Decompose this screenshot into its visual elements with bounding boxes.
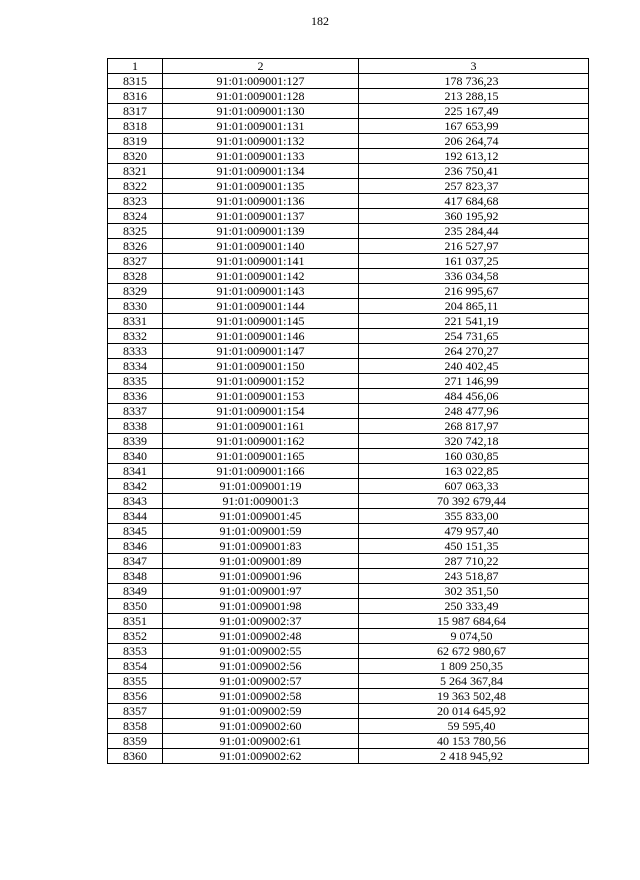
page-number: 182 xyxy=(311,14,329,28)
table-row xyxy=(108,524,589,539)
value-cell: 2 418 945,92 xyxy=(359,749,589,764)
cadastral-number-cell: 91:01:009002:62 xyxy=(163,749,359,764)
cadastral-number-cell: 91:01:009002:59 xyxy=(163,704,359,719)
table-row xyxy=(108,314,589,329)
value-cell: 336 034,58 xyxy=(359,269,589,284)
value-cell: 19 363 502,48 xyxy=(359,689,589,704)
value-cell: 250 333,49 xyxy=(359,599,589,614)
header-row xyxy=(108,59,589,74)
row-number-cell: 8347 xyxy=(108,554,163,569)
cadastral-number-cell: 91:01:009001:161 xyxy=(163,419,359,434)
value-cell: 15 987 684,64 xyxy=(359,614,589,629)
value-cell: 192 613,12 xyxy=(359,149,589,164)
value-cell: 268 817,97 xyxy=(359,419,589,434)
row-number-cell: 8342 xyxy=(108,479,163,494)
value-cell: 607 063,33 xyxy=(359,479,589,494)
value-cell: 163 022,85 xyxy=(359,464,589,479)
cadastral-number-cell: 91:01:009001:128 xyxy=(163,89,359,104)
table-row xyxy=(108,539,589,554)
column-header: 1 xyxy=(108,59,163,74)
value-cell: 248 477,96 xyxy=(359,404,589,419)
table-row xyxy=(108,614,589,629)
cadastral-number-cell: 91:01:009002:37 xyxy=(163,614,359,629)
row-number-cell: 8354 xyxy=(108,659,163,674)
cadastral-number-cell: 91:01:009001:83 xyxy=(163,539,359,554)
row-number-cell: 8327 xyxy=(108,254,163,269)
cadastral-number-cell: 91:01:009001:166 xyxy=(163,464,359,479)
row-number-cell: 8358 xyxy=(108,719,163,734)
cadastral-number-cell: 91:01:009001:45 xyxy=(163,509,359,524)
row-number-cell: 8315 xyxy=(108,74,163,89)
cadastral-number-cell: 91:01:009001:142 xyxy=(163,269,359,284)
table-row xyxy=(108,74,589,89)
cadastral-number-cell: 91:01:009001:139 xyxy=(163,224,359,239)
table-row xyxy=(108,164,589,179)
value-cell: 417 684,68 xyxy=(359,194,589,209)
cadastral-number-cell: 91:01:009002:57 xyxy=(163,674,359,689)
value-cell: 287 710,22 xyxy=(359,554,589,569)
row-number-cell: 8352 xyxy=(108,629,163,644)
cadastral-number-cell: 91:01:009001:165 xyxy=(163,449,359,464)
table-row xyxy=(108,194,589,209)
value-cell: 254 731,65 xyxy=(359,329,589,344)
table-row xyxy=(108,149,589,164)
row-number-cell: 8320 xyxy=(108,149,163,164)
table-row xyxy=(108,344,589,359)
cadastral-number-cell: 91:01:009001:144 xyxy=(163,299,359,314)
value-cell: 257 823,37 xyxy=(359,179,589,194)
value-cell: 484 456,06 xyxy=(359,389,589,404)
value-cell: 206 264,74 xyxy=(359,134,589,149)
value-cell: 213 288,15 xyxy=(359,89,589,104)
row-number-cell: 8341 xyxy=(108,464,163,479)
table-row xyxy=(108,599,589,614)
value-cell: 240 402,45 xyxy=(359,359,589,374)
cadastral-number-cell: 91:01:009001:127 xyxy=(163,74,359,89)
value-cell: 160 030,85 xyxy=(359,449,589,464)
row-number-cell: 8331 xyxy=(108,314,163,329)
row-number-cell: 8356 xyxy=(108,689,163,704)
row-number-cell: 8344 xyxy=(108,509,163,524)
row-number-cell: 8334 xyxy=(108,359,163,374)
cadastral-number-cell: 91:01:009001:134 xyxy=(163,164,359,179)
table-row xyxy=(108,299,589,314)
cadastral-number-cell: 91:01:009001:137 xyxy=(163,209,359,224)
row-number-cell: 8350 xyxy=(108,599,163,614)
table-row xyxy=(108,224,589,239)
value-cell: 360 195,92 xyxy=(359,209,589,224)
table-row xyxy=(108,434,589,449)
row-number-cell: 8319 xyxy=(108,134,163,149)
row-number-cell: 8353 xyxy=(108,644,163,659)
cadastral-number-cell: 91:01:009002:56 xyxy=(163,659,359,674)
row-number-cell: 8346 xyxy=(108,539,163,554)
value-cell: 264 270,27 xyxy=(359,344,589,359)
value-cell: 450 151,35 xyxy=(359,539,589,554)
table-body xyxy=(108,74,589,764)
value-cell: 216 527,97 xyxy=(359,239,589,254)
value-cell: 9 074,50 xyxy=(359,629,589,644)
table-row xyxy=(108,374,589,389)
table-row xyxy=(108,449,589,464)
row-number-cell: 8321 xyxy=(108,164,163,179)
row-number-cell: 8335 xyxy=(108,374,163,389)
table-row xyxy=(108,359,589,374)
cadastral-number-cell: 91:01:009001:136 xyxy=(163,194,359,209)
cadastral-number-cell: 91:01:009002:58 xyxy=(163,689,359,704)
value-cell: 62 672 980,67 xyxy=(359,644,589,659)
table-row xyxy=(108,89,589,104)
column-header: 3 xyxy=(359,59,589,74)
row-number-cell: 8338 xyxy=(108,419,163,434)
value-cell: 236 750,41 xyxy=(359,164,589,179)
cadastral-number-cell: 91:01:009001:153 xyxy=(163,389,359,404)
row-number-cell: 8326 xyxy=(108,239,163,254)
table-row xyxy=(108,644,589,659)
table-row xyxy=(108,329,589,344)
cadastral-number-cell: 91:01:009001:3 xyxy=(163,494,359,509)
table-row xyxy=(108,629,589,644)
row-number-cell: 8355 xyxy=(108,674,163,689)
table-row xyxy=(108,134,589,149)
cadastral-number-cell: 91:01:009001:135 xyxy=(163,179,359,194)
cadastral-number-cell: 91:01:009002:60 xyxy=(163,719,359,734)
table-row xyxy=(108,239,589,254)
cadastral-number-cell: 91:01:009001:59 xyxy=(163,524,359,539)
cadastral-number-cell: 91:01:009001:146 xyxy=(163,329,359,344)
cadastral-number-cell: 91:01:009001:97 xyxy=(163,584,359,599)
row-number-cell: 8333 xyxy=(108,344,163,359)
value-cell: 216 995,67 xyxy=(359,284,589,299)
cadastral-number-cell: 91:01:009002:55 xyxy=(163,644,359,659)
row-number-cell: 8343 xyxy=(108,494,163,509)
row-number-cell: 8360 xyxy=(108,749,163,764)
cadastral-number-cell: 91:01:009001:162 xyxy=(163,434,359,449)
cadastral-number-cell: 91:01:009001:154 xyxy=(163,404,359,419)
table-row xyxy=(108,404,589,419)
value-cell: 70 392 679,44 xyxy=(359,494,589,509)
value-cell: 479 957,40 xyxy=(359,524,589,539)
row-number-cell: 8359 xyxy=(108,734,163,749)
cadastral-number-cell: 91:01:009002:48 xyxy=(163,629,359,644)
cadastral-number-cell: 91:01:009001:96 xyxy=(163,569,359,584)
cadastral-number-cell: 91:01:009002:61 xyxy=(163,734,359,749)
value-cell: 235 284,44 xyxy=(359,224,589,239)
value-cell: 271 146,99 xyxy=(359,374,589,389)
row-number-cell: 8328 xyxy=(108,269,163,284)
cadastral-number-cell: 91:01:009001:130 xyxy=(163,104,359,119)
table-row xyxy=(108,119,589,134)
table-row xyxy=(108,494,589,509)
cadastral-number-cell: 91:01:009001:147 xyxy=(163,344,359,359)
row-number-cell: 8325 xyxy=(108,224,163,239)
row-number-cell: 8332 xyxy=(108,329,163,344)
value-cell: 320 742,18 xyxy=(359,434,589,449)
table-row xyxy=(108,749,589,764)
row-number-cell: 8329 xyxy=(108,284,163,299)
table-row xyxy=(108,704,589,719)
value-cell: 302 351,50 xyxy=(359,584,589,599)
row-number-cell: 8349 xyxy=(108,584,163,599)
table-row xyxy=(108,464,589,479)
data-table xyxy=(107,58,589,764)
row-number-cell: 8323 xyxy=(108,194,163,209)
table-row xyxy=(108,509,589,524)
row-number-cell: 8324 xyxy=(108,209,163,224)
column-header: 2 xyxy=(163,59,359,74)
value-cell: 1 809 250,35 xyxy=(359,659,589,674)
row-number-cell: 8318 xyxy=(108,119,163,134)
row-number-cell: 8317 xyxy=(108,104,163,119)
table-row xyxy=(108,479,589,494)
cadastral-number-cell: 91:01:009001:150 xyxy=(163,359,359,374)
value-cell: 5 264 367,84 xyxy=(359,674,589,689)
table-row xyxy=(108,104,589,119)
table-row xyxy=(108,284,589,299)
value-cell: 355 833,00 xyxy=(359,509,589,524)
cadastral-number-cell: 91:01:009001:98 xyxy=(163,599,359,614)
cadastral-number-cell: 91:01:009001:19 xyxy=(163,479,359,494)
row-number-cell: 8336 xyxy=(108,389,163,404)
cadastral-number-cell: 91:01:009001:140 xyxy=(163,239,359,254)
table-row xyxy=(108,269,589,284)
table-row xyxy=(108,554,589,569)
table-row xyxy=(108,584,589,599)
row-number-cell: 8357 xyxy=(108,704,163,719)
cadastral-number-cell: 91:01:009001:131 xyxy=(163,119,359,134)
table-row xyxy=(108,569,589,584)
row-number-cell: 8348 xyxy=(108,569,163,584)
row-number-cell: 8351 xyxy=(108,614,163,629)
cadastral-number-cell: 91:01:009001:141 xyxy=(163,254,359,269)
table-row xyxy=(108,209,589,224)
row-number-cell: 8339 xyxy=(108,434,163,449)
value-cell: 178 736,23 xyxy=(359,74,589,89)
table-row xyxy=(108,254,589,269)
table-row xyxy=(108,179,589,194)
table-row xyxy=(108,734,589,749)
value-cell: 59 595,40 xyxy=(359,719,589,734)
row-number-cell: 8340 xyxy=(108,449,163,464)
row-number-cell: 8345 xyxy=(108,524,163,539)
value-cell: 225 167,49 xyxy=(359,104,589,119)
value-cell: 161 037,25 xyxy=(359,254,589,269)
value-cell: 243 518,87 xyxy=(359,569,589,584)
row-number-cell: 8330 xyxy=(108,299,163,314)
table-row xyxy=(108,689,589,704)
table-row xyxy=(108,389,589,404)
value-cell: 20 014 645,92 xyxy=(359,704,589,719)
table-row xyxy=(108,719,589,734)
value-cell: 167 653,99 xyxy=(359,119,589,134)
value-cell: 221 541,19 xyxy=(359,314,589,329)
row-number-cell: 8316 xyxy=(108,89,163,104)
cadastral-number-cell: 91:01:009001:152 xyxy=(163,374,359,389)
cadastral-number-cell: 91:01:009001:89 xyxy=(163,554,359,569)
cadastral-number-cell: 91:01:009001:143 xyxy=(163,284,359,299)
row-number-cell: 8322 xyxy=(108,179,163,194)
table-row xyxy=(108,659,589,674)
row-number-cell: 8337 xyxy=(108,404,163,419)
cadastral-number-cell: 91:01:009001:133 xyxy=(163,149,359,164)
cadastral-number-cell: 91:01:009001:132 xyxy=(163,134,359,149)
value-cell: 204 865,11 xyxy=(359,299,589,314)
table-row xyxy=(108,674,589,689)
cadastral-number-cell: 91:01:009001:145 xyxy=(163,314,359,329)
table-row xyxy=(108,419,589,434)
value-cell: 40 153 780,56 xyxy=(359,734,589,749)
